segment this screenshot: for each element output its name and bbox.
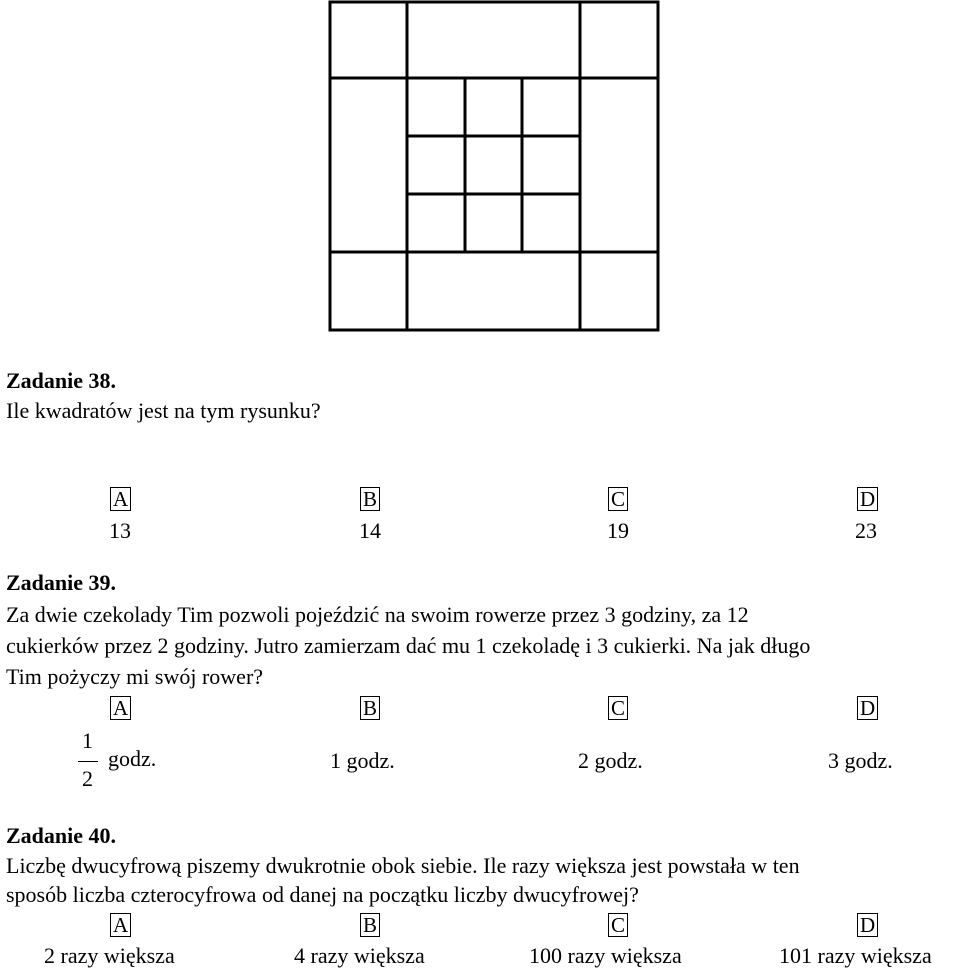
task40-text-line2: sposób liczba czterocyfrowa od danej na początku liczby dwucyfrowej? (6, 882, 639, 907)
task40-option-d-answer: 101 razy większa (779, 943, 932, 968)
task39-option-c-answer: 2 godz. (578, 748, 643, 773)
task38-option-d-answer: 23 (855, 518, 877, 543)
task40-text-line1: Liczbę dwucyfrową piszemy dwukrotnie obok siebie. Ile razy większa jest powstała w ten (6, 853, 800, 878)
task40-option-b-answer: 4 razy większa (294, 943, 425, 968)
task40-option-b-letter[interactable]: B (360, 913, 380, 937)
task38-option-b-answer: 14 (359, 518, 381, 543)
task38-option-a-answer: 13 (109, 518, 131, 543)
task38-option-b-letter[interactable]: B (360, 487, 380, 511)
task40-option-c-letter[interactable]: C (608, 913, 628, 937)
task40-option-c-answer: 100 razy większa (529, 943, 682, 968)
task39-option-a-answer: godz. (108, 746, 157, 771)
task40-option-d-letter[interactable]: D (857, 913, 878, 937)
task38-title: Zadanie 38. (6, 368, 117, 393)
task40-title: Zadanie 40. (6, 823, 117, 848)
task39-option-a-letter[interactable]: A (110, 696, 131, 720)
fraction-denominator: 2 (82, 766, 93, 791)
task40-option-a-letter[interactable]: A (110, 913, 131, 937)
task38-question: Ile kwadratów jest na tym rysunku? (6, 398, 321, 423)
task40-option-a-answer: 2 razy większa (44, 943, 175, 968)
task39-option-c-letter[interactable]: C (608, 696, 628, 720)
task39-text-line2: cukierków przez 2 godziny. Jutro zamierzam dać mu 1 czekoladę i 3 cukierki. Na jak długo (6, 633, 811, 658)
fraction-bar (78, 761, 98, 762)
task39-text-line3: Tim pożyczy mi swój rower? (6, 664, 264, 689)
task38-option-d-letter[interactable]: D (857, 487, 878, 511)
squares-figure (326, 0, 660, 332)
task38-option-a-letter[interactable]: A (110, 487, 131, 511)
task39-option-d-answer: 3 godz. (828, 748, 893, 773)
task38-option-c-letter[interactable]: C (608, 487, 628, 511)
fraction-numerator: 1 (82, 728, 93, 753)
task39-text-line1: Za dwie czekolady Tim pozwoli pojeździć na swoim rowerze przez 3 godziny, za 12 (6, 602, 749, 627)
task39-option-d-letter[interactable]: D (857, 696, 878, 720)
task38-option-c-answer: 19 (607, 518, 629, 543)
task39-option-b-answer: 1 godz. (330, 748, 395, 773)
task39-option-b-letter[interactable]: B (360, 696, 380, 720)
task39-title: Zadanie 39. (6, 570, 117, 595)
